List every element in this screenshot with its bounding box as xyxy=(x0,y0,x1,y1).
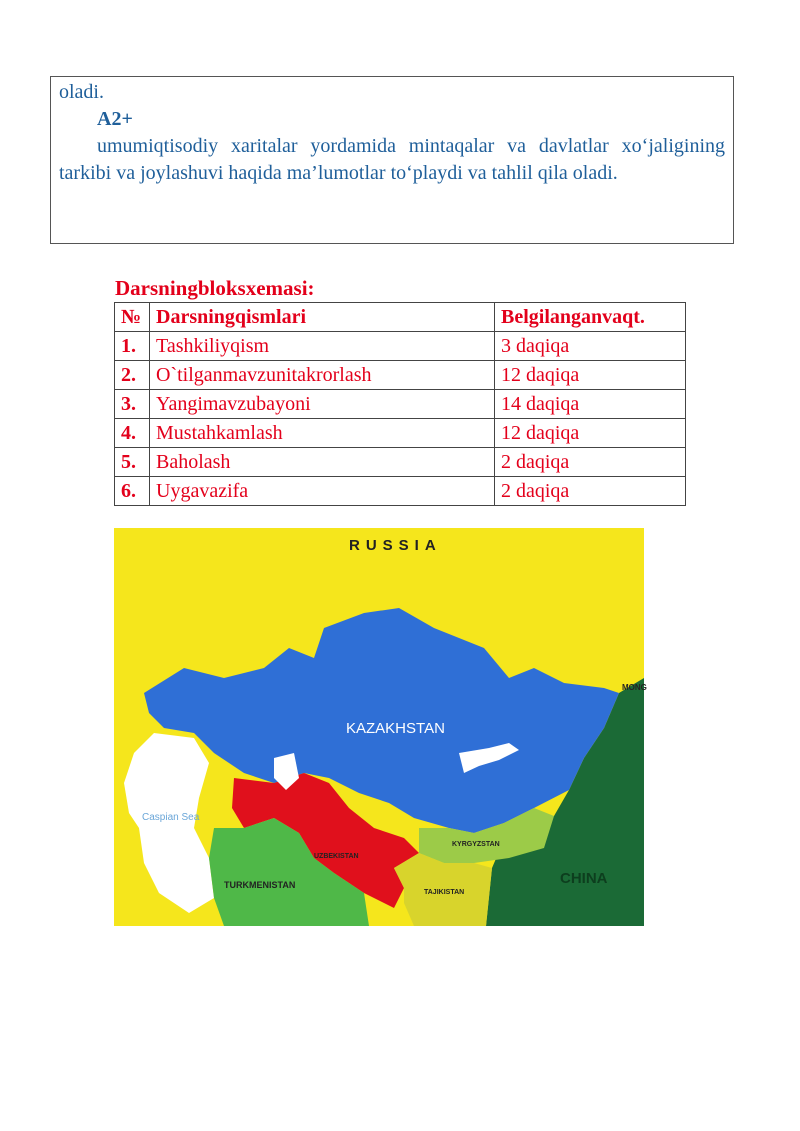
table-row xyxy=(115,361,686,390)
row-part: Tashkiliyqism xyxy=(150,332,495,361)
label-tajikistan: TAJIKISTAN xyxy=(424,889,465,896)
row-time: 12 daqiqa xyxy=(495,361,686,390)
label-caspian-sea: Caspian Sea xyxy=(142,812,200,823)
table-row xyxy=(115,477,686,506)
label-kazakhstan: KAZAKHSTAN xyxy=(346,720,445,737)
central-asia-map xyxy=(114,528,647,926)
outcome-text: umumiqtisodiy xaritalar yordamida mintaqalar va davlatlar xo‘jaligining tarkibi va joylashuvi haqida ma’lumotlar to‘playdi va tahlil qila oladi. xyxy=(59,135,725,184)
row-time: 3 daqiqa xyxy=(495,332,686,361)
header-part: Darsningqismlari xyxy=(150,303,495,332)
level-label: A2+ xyxy=(97,108,133,130)
map-svg xyxy=(114,528,647,926)
row-number: 5. xyxy=(115,448,150,477)
row-number: 4. xyxy=(115,419,150,448)
row-number: 1. xyxy=(115,332,150,361)
label-turkmenistan: TURKMENISTAN xyxy=(224,880,296,890)
label-mongolia: MONG xyxy=(622,683,647,692)
row-number: 6. xyxy=(115,477,150,506)
row-time: 2 daqiqa xyxy=(495,448,686,477)
learning-outcome-box xyxy=(50,76,734,244)
label-russia: RUSSIA xyxy=(349,537,442,554)
row-number: 2. xyxy=(115,361,150,390)
header-time: Belgilanganvaqt. xyxy=(495,303,686,332)
row-number: 3. xyxy=(115,390,150,419)
row-part: O`tilganmavzunitakrorlash xyxy=(150,361,495,390)
row-part: Uygavazifa xyxy=(150,477,495,506)
row-part: Mustahkamlash xyxy=(150,419,495,448)
table-row xyxy=(115,332,686,361)
label-kyrgyzstan: KYRGYZSTAN xyxy=(452,841,500,848)
row-time: 14 daqiqa xyxy=(495,390,686,419)
table-row xyxy=(115,390,686,419)
table-header-row xyxy=(115,303,686,332)
row-part: Yangimavzubayoni xyxy=(150,390,495,419)
lesson-plan-title: Darsningbloksxemasi: xyxy=(115,276,315,300)
row-part: Baholash xyxy=(150,448,495,477)
row-time: 12 daqiqa xyxy=(495,419,686,448)
label-uzbekistan: UZBEKISTAN xyxy=(314,853,359,860)
lesson-plan-table xyxy=(114,302,686,506)
outcome-fragment: oladi. xyxy=(59,81,104,103)
label-china: CHINA xyxy=(560,870,608,887)
header-number: № xyxy=(115,303,150,332)
table-row xyxy=(115,448,686,477)
table-row xyxy=(115,419,686,448)
row-time: 2 daqiqa xyxy=(495,477,686,506)
